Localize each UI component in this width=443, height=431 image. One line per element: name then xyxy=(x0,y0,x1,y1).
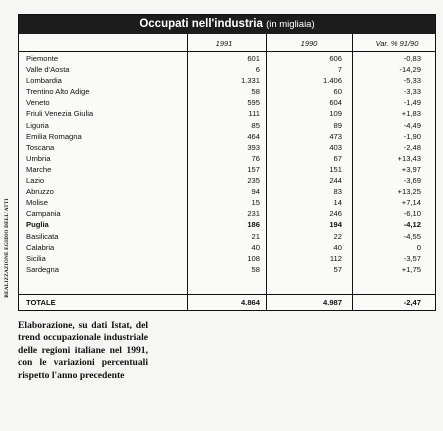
table-row xyxy=(19,186,435,197)
value-1990: 67 xyxy=(333,153,342,163)
region-name: Umbria xyxy=(26,153,51,163)
region-name: Calabria xyxy=(26,242,55,252)
variation-value: -1,90 xyxy=(403,131,421,141)
region-name: Lombardia xyxy=(26,76,62,86)
variation-value: -3,33 xyxy=(403,87,421,97)
variation-value: -4,55 xyxy=(403,231,421,241)
table-row xyxy=(19,64,435,75)
total-label: TOTALE xyxy=(26,298,56,307)
table-row xyxy=(19,253,435,264)
table-row xyxy=(19,86,435,97)
value-1991: 157 xyxy=(247,164,260,174)
region-name: Toscana xyxy=(26,142,55,152)
table-row xyxy=(19,164,435,175)
side-credit xyxy=(2,190,12,310)
value-1990: 89 xyxy=(333,120,342,130)
region-name: Sardegna xyxy=(26,264,59,274)
region-name: Basilicata xyxy=(26,231,59,241)
region-name: Abruzzo xyxy=(26,187,54,197)
value-1991: 94 xyxy=(251,187,260,197)
table-row xyxy=(19,53,435,64)
value-1991: 15 xyxy=(251,198,260,208)
variation-value: +3,97 xyxy=(401,164,421,174)
table-row xyxy=(19,153,435,164)
value-1990: 57 xyxy=(333,264,342,274)
value-1990: 22 xyxy=(333,231,342,241)
value-1990: 194 xyxy=(329,220,342,230)
value-1991: 235 xyxy=(247,176,260,186)
region-name: Valle d'Aosta xyxy=(26,65,70,75)
value-1990: 14 xyxy=(333,198,342,208)
table-row xyxy=(19,219,435,230)
value-1990: 606 xyxy=(329,54,342,63)
table-row xyxy=(19,264,435,275)
value-1991: 111 xyxy=(248,109,260,119)
variation-value: -4,49 xyxy=(403,120,421,130)
table-row xyxy=(19,231,435,242)
value-1990: 151 xyxy=(329,164,342,174)
value-1991: 393 xyxy=(247,142,260,152)
variation-value: +1,83 xyxy=(401,109,421,119)
region-name: Molise xyxy=(26,198,48,208)
variation-value: +13,25 xyxy=(397,187,421,197)
region-name: Emilia Romagna xyxy=(26,131,82,141)
value-1991: 231 xyxy=(247,209,260,219)
variation-value: -4,12 xyxy=(403,220,421,230)
variation-value: -5,33 xyxy=(403,76,421,86)
value-1990: 246 xyxy=(329,209,342,219)
region-name: Piemonte xyxy=(26,54,59,63)
table-row xyxy=(19,175,435,186)
variation-value: -0,83 xyxy=(403,54,421,63)
table-body xyxy=(19,53,435,275)
table-subtitle: (in migliaia) xyxy=(266,19,315,30)
value-1991: 58 xyxy=(251,264,260,274)
value-1991: 85 xyxy=(251,120,260,130)
region-name: Sicilia xyxy=(26,253,46,263)
variation-value: -6,10 xyxy=(403,209,421,219)
value-1991: 595 xyxy=(247,98,260,108)
value-1990: 109 xyxy=(329,109,342,119)
table-row xyxy=(19,131,435,142)
total-1990: 4.987 xyxy=(322,298,342,307)
value-1991: 108 xyxy=(247,253,260,263)
header-divider xyxy=(19,51,435,52)
table-row xyxy=(19,208,435,219)
table-row xyxy=(19,108,435,119)
value-1990: 244 xyxy=(329,176,342,186)
value-1991: 186 xyxy=(247,220,260,230)
value-1990: 40 xyxy=(333,242,342,252)
region-name: Lazio xyxy=(26,176,45,186)
column-headers xyxy=(19,39,435,51)
value-1991: 6 xyxy=(255,65,260,75)
header-1990: 1990 xyxy=(300,39,318,48)
header-variation: Var. % 91/90 xyxy=(375,39,419,48)
variation-value: +1,75 xyxy=(401,264,421,274)
variation-value: -2,48 xyxy=(403,142,421,152)
value-1991: 40 xyxy=(251,242,260,252)
total-row xyxy=(19,295,435,310)
region-name: Marche xyxy=(26,164,52,174)
variation-value: -14,29 xyxy=(399,65,421,75)
value-1990: 473 xyxy=(329,131,342,141)
table-row xyxy=(19,242,435,253)
value-1990: 1.406 xyxy=(322,76,342,86)
value-1991: 21 xyxy=(251,231,260,241)
region-name: Trentino Alto Adige xyxy=(26,87,90,97)
value-1990: 403 xyxy=(329,142,342,152)
total-1991: 4.864 xyxy=(240,298,260,307)
variation-value: +7,14 xyxy=(401,198,421,208)
side-credit-text: REALIZZAZIONE EGIDIO DELL'ATTI xyxy=(4,198,10,298)
table-row xyxy=(19,197,435,208)
region-name: Puglia xyxy=(26,220,49,230)
variation-value: -1,49 xyxy=(403,98,421,108)
table-row xyxy=(19,75,435,86)
value-1990: 112 xyxy=(329,253,342,263)
table-title-bar xyxy=(19,15,435,34)
table-row xyxy=(19,97,435,108)
variation-value: 0 xyxy=(416,242,421,252)
total-variation: -2,47 xyxy=(403,298,421,307)
value-1991: 464 xyxy=(247,131,260,141)
region-name: Liguria xyxy=(26,120,49,130)
value-1991: 76 xyxy=(251,153,260,163)
table-row xyxy=(19,120,435,131)
region-name: Veneto xyxy=(26,98,50,108)
region-name: Campania xyxy=(26,209,61,219)
variation-value: -3,69 xyxy=(403,176,421,186)
table-title: Occupati nell'industria xyxy=(139,18,263,30)
value-1991: 1.331 xyxy=(240,76,260,86)
region-name: Friuli Venezia Giulia xyxy=(26,109,94,119)
value-1991: 601 xyxy=(247,54,260,63)
variation-value: -3,57 xyxy=(403,253,421,263)
variation-value: +13,43 xyxy=(397,153,421,163)
header-1991: 1991 xyxy=(215,39,233,48)
value-1990: 604 xyxy=(329,98,342,108)
value-1991: 58 xyxy=(251,87,260,97)
caption: Elaborazione, su dati Istat, del trend occupazionale industriale delle regioni italiane nel 1991, con le variazioni percentuali rispetto l'anno precedente xyxy=(18,320,148,381)
value-1990: 7 xyxy=(337,65,342,75)
value-1990: 83 xyxy=(333,187,342,197)
employment-table xyxy=(18,14,436,311)
table-row xyxy=(19,142,435,153)
value-1990: 60 xyxy=(333,87,342,97)
